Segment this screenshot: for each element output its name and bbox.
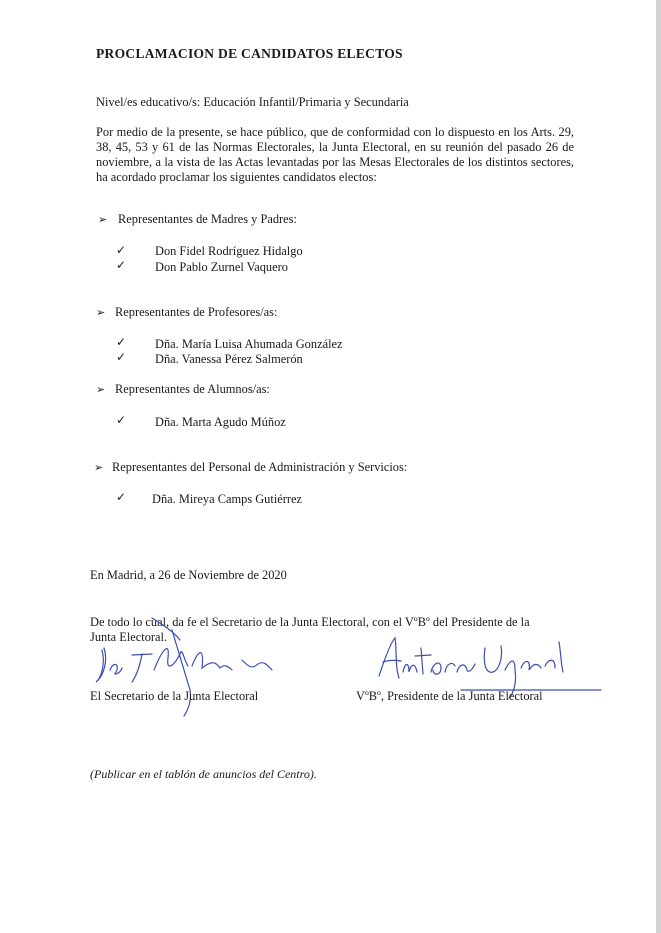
- place-date: En Madrid, a 26 de Noviembre de 2020: [90, 568, 287, 582]
- educational-level: Nivel/es educativo/s: Educación Infantil/Primaria y Secundaria: [96, 95, 409, 109]
- member-name: Don Fidel Rodríguez Hidalgo: [155, 244, 303, 258]
- check-icon: ✓: [116, 243, 127, 257]
- attestation-line: De todo lo cual, da fe el Secretario de la Junta Electoral, con el VºBº del Presidente de la: [90, 615, 530, 629]
- intro-paragraph: Por medio de la presente, se hace público, que de conformidad con lo dispuesto en los Arts. 29, 38, 45, 53 y 61 de las Normas Electorales, la Junta Electoral, en su reunión del pasado 26 de noviembre, a la vista de las Actas levantadas por las Mesas Electorales de los distintos sectores, ha acordado proclamar los siguientes candidatos electos:: [96, 125, 574, 184]
- bullet-arrow-icon: ➢: [98, 214, 108, 226]
- section-heading-students: Representantes de Alumnos/as:: [115, 382, 270, 396]
- check-icon: ✓: [116, 490, 127, 504]
- check-icon: ✓: [116, 350, 127, 364]
- document-title: PROCLAMACION DE CANDIDATOS ELECTOS: [96, 46, 403, 61]
- president-label: VºBº, Presidente de la Junta Electoral: [356, 689, 543, 703]
- page-edge: [656, 0, 661, 933]
- member-name: Don Pablo Zurnel Vaquero: [155, 260, 288, 274]
- check-icon: ✓: [116, 335, 127, 349]
- check-icon: ✓: [116, 413, 127, 427]
- member-name: Dña. Vanessa Pérez Salmerón: [155, 352, 303, 366]
- member-name: Dña. María Luisa Ahumada González: [155, 337, 343, 351]
- section-heading-parents: Representantes de Madres y Padres:: [118, 212, 297, 226]
- section-heading-staff: Representantes del Personal de Administración y Servicios:: [112, 460, 408, 474]
- check-icon: ✓: [116, 258, 127, 272]
- member-name: Dña. Marta Agudo Múñoz: [155, 415, 286, 429]
- bullet-arrow-icon: ➢: [96, 307, 106, 319]
- attestation-line: Junta Electoral.: [90, 630, 168, 644]
- member-name: Dña. Mireya Camps Gutiérrez: [152, 492, 303, 506]
- section-heading-teachers: Representantes de Profesores/as:: [115, 305, 278, 319]
- secretary-label: El Secretario de la Junta Electoral: [90, 689, 259, 703]
- bullet-arrow-icon: ➢: [96, 384, 106, 396]
- bullet-arrow-icon: ➢: [94, 462, 104, 474]
- footer-note: (Publicar en el tablón de anuncios del Centro).: [90, 767, 317, 781]
